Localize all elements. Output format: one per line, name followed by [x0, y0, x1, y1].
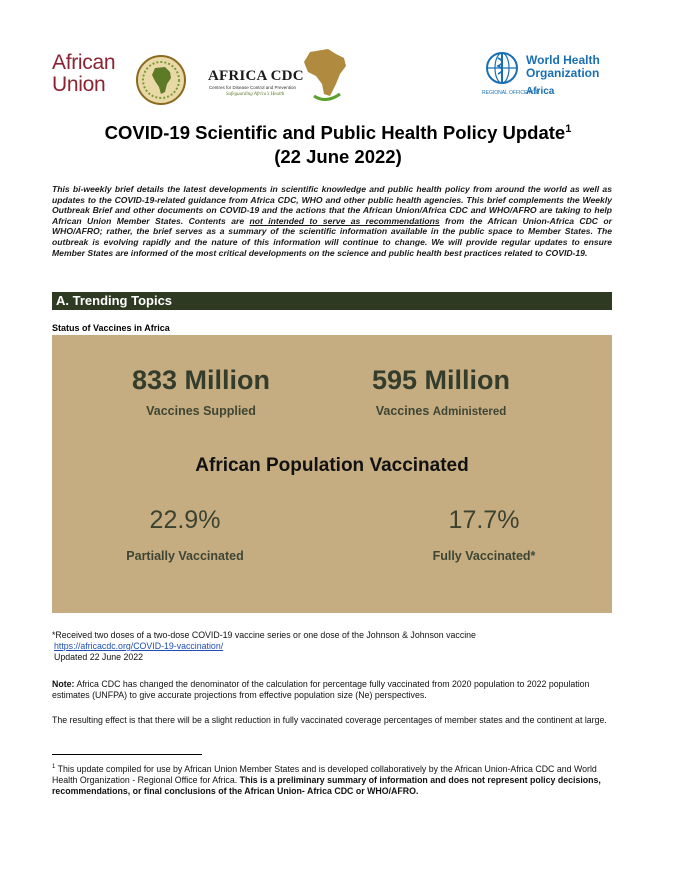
vaccine-status-panel — [52, 335, 612, 613]
partial-label: Partially Vaccinated — [126, 549, 244, 563]
note-label: Note: — [52, 679, 75, 689]
supplied-label: Vaccines Supplied — [146, 404, 256, 418]
supplied-stat — [90, 365, 312, 419]
full-label: Fully Vaccinated* — [432, 549, 536, 563]
asterisk-note: *Received two doses of a two-dose COVID-19 vaccine series or one dose of the Johnson & Johnson vaccine — [52, 630, 476, 640]
vaccine-status-heading: Status of Vaccines in Africa — [52, 323, 170, 333]
supplied-value: 833 Million — [131, 365, 271, 395]
denominator-note: Note: Africa CDC has changed the denominator of the calculation for percentage fully vaccinated from 2020 population to 2022 population estimates (UNFPA) to give accurate projections from effective population size (Ne) perspectives. — [52, 679, 590, 700]
page-footnote: $^1$ This update compiled for use by African Union Member States and is developed collaboratively by the African Union-Africa CDC and World Health Organization - Regional Office for Africa. This is a preliminary summary of information and does not represent policy decisions, recommendations, or final conclusions of the African Union- Africa CDC or WHO/AFRO. — [52, 763, 601, 796]
vaccination-dashboard-link[interactable]: https://africacdc.org/COVID-19-vaccination/ — [54, 641, 224, 651]
title-date: (22 June 2022) — [274, 146, 402, 167]
page-title — [0, 121, 676, 169]
administered-label: Vaccines Administered — [375, 404, 507, 418]
footnote-bold-disclaimer: This is a preliminary summary of information and does not represent policy decisions, recommendations, or final conclusions of the African Union- Africa CDC or WHO/AFRO. — [52, 774, 601, 796]
africa-map-icon — [300, 46, 352, 102]
partial-value: 22.9% — [149, 506, 221, 534]
section-header-trending: A. Trending Topics — [52, 292, 612, 310]
title-line1: COVID-19 Scientific and Public Health Policy Update — [104, 122, 566, 143]
who-logo — [482, 50, 612, 102]
logo-bar — [0, 44, 676, 114]
who-region-label: REGIONAL OFFICE FOR — [482, 90, 540, 96]
footnote-divider — [52, 754, 202, 755]
updated-date: Updated 22 June 2022 — [54, 652, 144, 662]
partial-stat — [110, 505, 260, 564]
effect-note: The resulting effect is that there will be a slight reduction in fully vaccinated coverage percentages of member states and the continent at large. — [52, 715, 607, 725]
who-emblem-icon — [482, 50, 522, 90]
disclaimer-underlined: not intended to serve as recommendations — [249, 215, 440, 226]
administered-stat — [348, 365, 534, 420]
vaccination-footnote — [52, 630, 612, 663]
full-value: 17.7% — [448, 506, 520, 534]
title-footnote-mark: 1 — [565, 122, 572, 135]
administered-value: 595 Million — [371, 365, 511, 395]
african-union-wordmark: African Union — [52, 51, 116, 96]
africa-cdc-logo — [206, 46, 356, 110]
africa-cdc-subtitle: Centres for Disease Control and Prevention — [209, 85, 297, 90]
full-stat — [414, 505, 554, 564]
african-union-logo — [52, 52, 192, 112]
intro-paragraph: This bi-weekly brief details the latest developments in scientific knowledge and public health policy from around the world as well as updates to the COVID-19-related guidance from Africa CDC, WHO and other public health agencies. This brief complements the Weekly Outbreak Brief and other documents on COVID-19 and the actions that the African Union/Africa CDC and WHO/AFRO are taking to help African Union Member States. Contents are not intended to serve as recommendations from the African Union-Africa CDC or WHO/AFRO; rather, the brief serves as a summary of the scientific information available in the public space to Member States. The outbreak is evolving rapidly and the nature of this information will continue to change. We will provide regular updates to ensure Member States are informed of the most critical developments on the science and public health best practices related to COVID-19. — [52, 184, 612, 258]
who-region-name: Africa — [526, 86, 555, 97]
africa-cdc-tagline: Safeguarding Africa's Health — [226, 92, 285, 97]
au-emblem-icon — [135, 54, 187, 106]
africa-cdc-name: AFRICA CDC — [208, 68, 304, 84]
population-vaccinated-title: African Population Vaccinated — [195, 455, 469, 476]
footnote-mark: 1 — [52, 764, 56, 770]
who-wordmark: World Health Organization — [526, 53, 600, 80]
